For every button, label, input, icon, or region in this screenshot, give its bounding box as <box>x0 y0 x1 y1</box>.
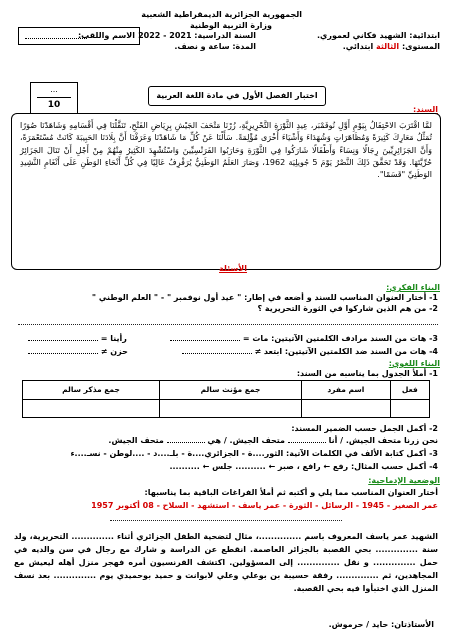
answer-i4-a[interactable] <box>182 353 252 354</box>
name-label: الاسم واللقب: <box>77 31 135 40</box>
exam-duration: المدة: ساعة و نصف. <box>174 42 256 51</box>
answer-line-i2[interactable] <box>18 324 438 325</box>
table-header-row <box>23 381 430 400</box>
score-bottom: 10 <box>47 100 61 110</box>
question-l2-c: متحف الجيش. <box>108 436 164 445</box>
question-i3 <box>170 334 438 344</box>
questions-title: الأسئلة <box>219 264 247 273</box>
question-l4-b: صبر ← .......... <box>235 462 294 471</box>
passage-box <box>11 113 441 270</box>
table-row <box>23 399 430 418</box>
title-answer-line[interactable] <box>110 520 342 521</box>
question-l4-line <box>169 462 438 472</box>
level-value: الثالثة <box>376 42 400 51</box>
integration-choices: عمر الصغير - 1945 - الرسائل - الثورة - عمر ياسف - استشهد - السلاح - 08 أكتوبر 1957 <box>91 501 438 510</box>
integration-text-box <box>14 530 438 595</box>
section-intellectual: البناء الفكري: <box>386 283 440 292</box>
level-suffix: ابتدائي. <box>342 42 374 51</box>
exam-title: اختبار الفصل الأول في مادة اللغة العربية <box>156 91 318 100</box>
level-label: المستوى: <box>401 42 440 51</box>
question-l4-c: جلس ← .......... <box>169 462 233 471</box>
answer-l2-a[interactable] <box>288 442 326 443</box>
passage-label: السند: <box>413 105 438 114</box>
answer-i4-b[interactable] <box>28 353 98 354</box>
question-l2-a: نحن زرنا متحف الجيش. / أنا <box>328 436 438 445</box>
question-i3-b <box>28 334 127 344</box>
question-l2: 2- أكمل الجمل حسب الضمير المسند: <box>291 424 438 433</box>
question-l4: 4- أكمل حسب المثال: رفع ← رافع ، <box>296 462 438 471</box>
table-header: جمع مؤنث سالم <box>160 381 302 400</box>
name-dots <box>25 38 87 39</box>
name-box[interactable] <box>18 27 140 45</box>
words-table-grid <box>22 380 430 418</box>
question-i3-b-label: رأينا = <box>100 334 127 343</box>
table-cell[interactable] <box>390 399 429 418</box>
ministry-line: وزارة التربية الوطنية <box>189 21 272 30</box>
score-top: ... <box>50 85 58 94</box>
table-cell[interactable] <box>301 399 390 418</box>
table-header: جمع مذكر سالم <box>23 381 160 400</box>
level-line <box>343 42 440 52</box>
section-linguistic: البناء اللغوي: <box>388 359 440 368</box>
integration-text: الشهيد عمر ياسف المعروف باسم ..............، مثال لتضحية الطفل الجزائري أثناء .............. التحريرية، ولد سنة .............. بحي القصبة بالجزائر العاصمة. انقطع عن الدراسة و شارك مع رجال في سن والديه في حمل .............. و نقل .............. إلى المسؤولين. اكتشف الفرنسيون أمره فهجر منزل أهله ليعيش مع المجاهدين، ثم .............. رفقة حسيبة بن بوعلي وعلي لابوانت و حميد بوحميدي يوم .............. بعد نسف المنزل الذي اختبأوا فيه بحي القصبة. <box>14 532 438 593</box>
school-year: السنة الدراسية: 2021 - 2022 <box>138 31 256 40</box>
table-cell[interactable] <box>23 399 160 418</box>
answer-i3-a[interactable] <box>170 340 240 341</box>
score-divider <box>37 97 71 98</box>
question-l1: 1- أملأ الجدول بما يناسبه من السند: <box>296 369 438 378</box>
question-i4 <box>182 347 438 357</box>
table-header: فعل <box>390 381 429 400</box>
teachers-signature: الأستاذتان: حايد / حرموش. <box>328 620 434 629</box>
integration-instruction: أختار العنوان المناسب مما يلي و أكتبه ثم أملأ الفراغات الباقية بما يناسبها: <box>144 488 438 497</box>
school-name: ابتدائية: الشهيد فكاني لعموري. <box>317 31 440 40</box>
question-l3: 3- أكمل كتابة الألف في الكلمات الآتية: الثور....ة - الجزائري....ة - بلـ....د - ....لوطن - نسـ....ء <box>70 449 438 458</box>
question-l2-line <box>108 436 438 446</box>
question-i4-label: 4- هات من السند ضد الكلمتين الآتيتين: ابتعد ≠ <box>254 347 438 356</box>
question-i3-label: 3- هات من السند مرادف الكلمتين الآتيتين: مات = <box>242 334 438 343</box>
section-integration: الوضعية الإدماجية: <box>368 476 440 485</box>
score-box <box>30 82 78 114</box>
question-i4-b-label: حزن ≠ <box>100 347 128 356</box>
republic-line: الجمهورية الجزائرية الديمقراطية الشعبية <box>141 10 302 19</box>
answer-l2-b[interactable] <box>167 442 205 443</box>
question-i4-b <box>28 347 128 357</box>
answer-i3-b[interactable] <box>28 340 98 341</box>
words-table <box>22 380 430 418</box>
passage-body <box>20 120 432 181</box>
table-cell[interactable] <box>160 399 302 418</box>
table-header: اسم مفرد <box>301 381 390 400</box>
question-i2: 2- من هم الذين شاركوا في الثورة التحريرية ؟ <box>257 304 438 313</box>
question-l2-b: متحف الجيش. / هي <box>207 436 285 445</box>
question-i1: 1- أختار العنوان المناسب للسند و أضعه في إطار: " عيد أول نوفمبر " - " العلم الوطني " <box>91 293 438 302</box>
passage-text: لمَّا اقْتَرَبَ الاحْتِفَالُ بِيَوْمِ أَوَّلِ نُوفَمْبَر، عِيدِ الثَّوْرَةِ التَّحْرِيرِيَّةِ، زُرْنَا مَتْحَفَ الجَيْشِ بِرِيَاضِ الفَتْحِ، تَنَقَّلْنَا فِي أَقْسَامِهِ وَشَاهَدْنَا صُوَرًا تُمَثِّلُ مَعَارِكَ كَثِيرَةً وَمُظَاهَرَاتٍ وَشُهَدَاءَ وَأَشْيَاءَ أُخْرَى مُؤْلِمَةً. سَأَلْنَا عَنْ كُلِّ مَا شَاهَدْنَا وَعَرَفْنَا أَنَّ بِلَادَنَا الحَبِيبَةَ كَانَتْ مُسْتَعْمَرَةً، وَأَنَّ الجَزَائِرِيِّينَ رِجَالًا وَنِسَاءً وَأَطْفَالًا شَارَكُوا فِي الثَّوْرَةِ وَحَارَبُوا الفَرَنْسِيِّينَ وَاسْتُشْهِدَ الكَثِيرُ مِنْهُمْ مِنْ أَجْلِ أَنْ تَنَالَ الجَزَائِرُ حُرِّيَّتَهَا. وَقَدْ تَحَقَّقَ ذَلِكَ النَّصْرُ يَوْمَ 5 جُويلِيَة 1962، وَصَارَ العَلَمُ الوَطَنِيُّ يُرَفْرِفُ عَالِيًا فِي كُلِّ أَنْحَاءِ الوَطَنِ عَلَى أَنْغَامِ النَّشِيدِ الوَطَنِيِّ "قَسَمًا". <box>20 121 433 180</box>
exam-title-box <box>148 86 326 106</box>
